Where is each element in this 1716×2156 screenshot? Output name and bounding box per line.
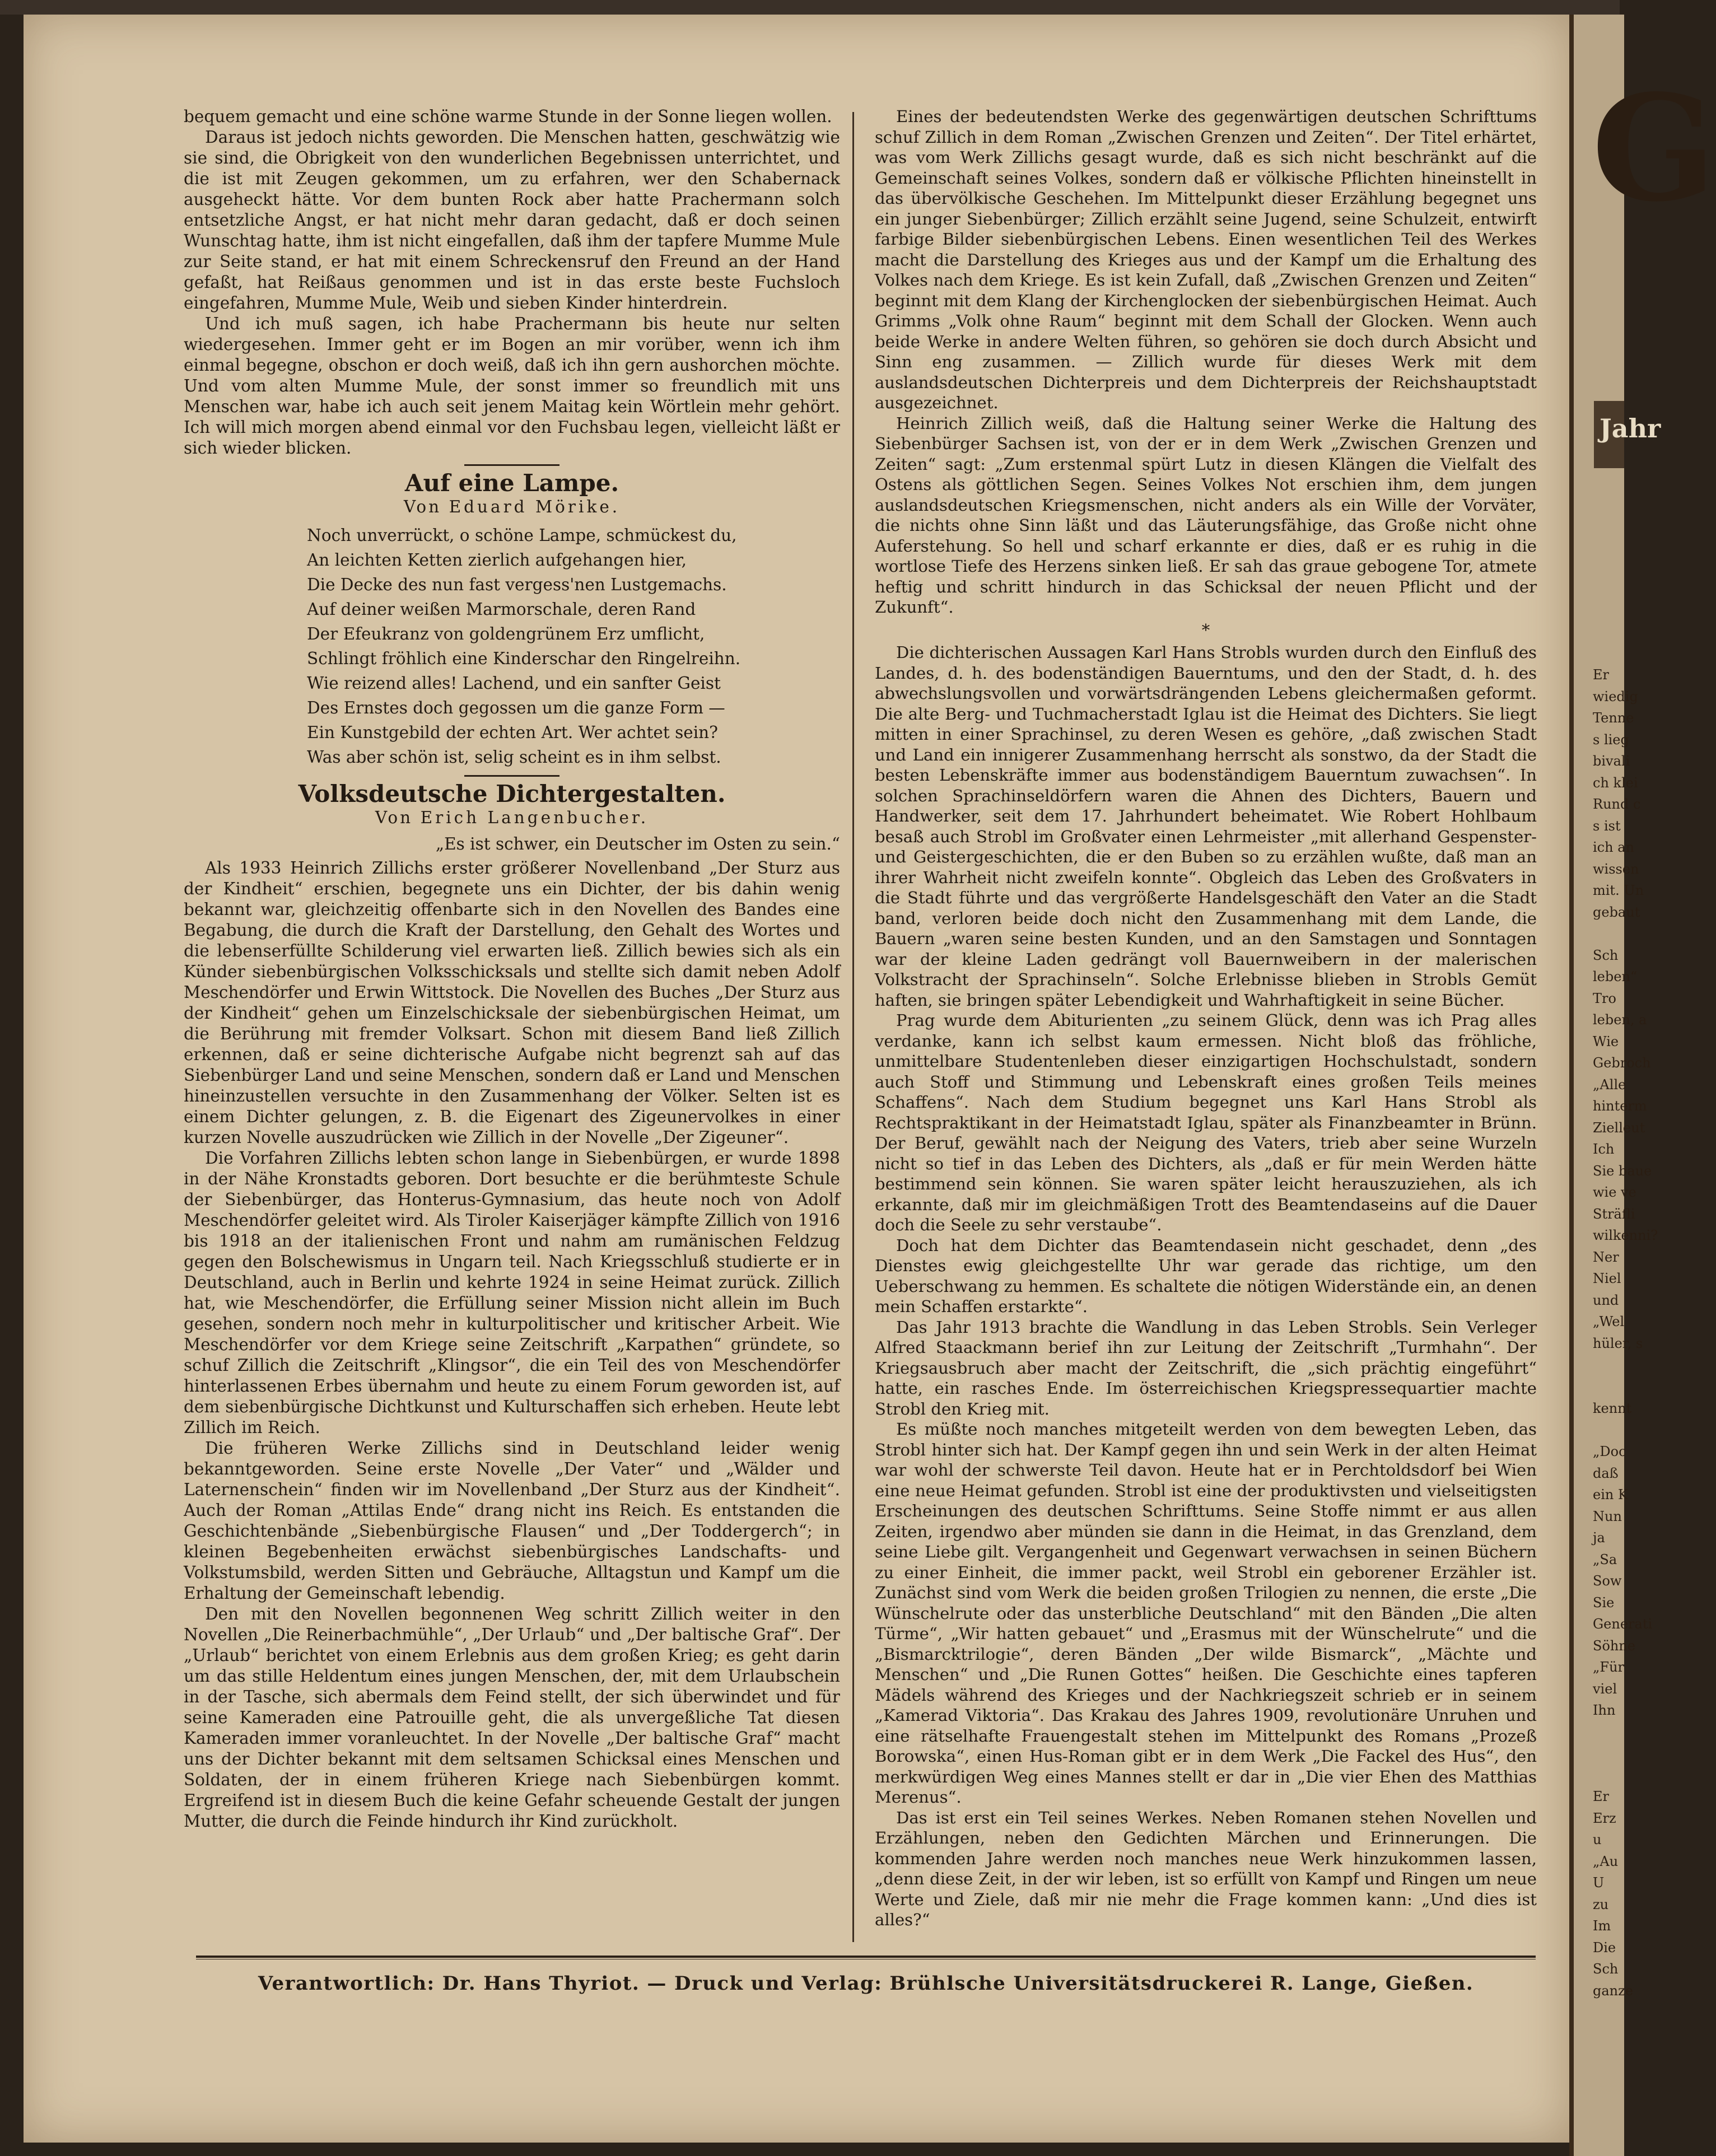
adjacent-page-fragment: Nun	[1593, 1508, 1622, 1524]
adjacent-page-fragment: Ich	[1593, 1141, 1615, 1157]
adjacent-page-fragment: s ist	[1593, 818, 1621, 834]
adjacent-page-fragment	[1593, 1743, 1626, 1765]
adjacent-page-fragments-top	[1593, 664, 1658, 1354]
story-paragraph: Daraus ist jedoch nichts geworden. Die Menschen hatten, geschwätzig wie sie sind, die Obrigkeit von den wunderlichen Begebnissen unterrichtet, und die ist mit Zeugen gekommen, um zu erfahren, wer den Schabernack ausgeheckt hätte. Vor dem bunten Rock aber hatte Prachermann solch entsetzliche Angst, er hat nicht mehr daran gedacht, daß er doch seinen Wunschtag hatte, ihm ist nicht eingefallen, daß ihm der tapfere Mumme Mule zur Seite stand, er hat mit einem Schreckensruf den Freund an der Hand gefaßt, hat Reißaus genommen und ist in das erste beste Fuchsloch eingefahren, Mumme Mule, Weib und sieben Kinder hinterdrein.	[184, 128, 840, 312]
article-byline	[184, 808, 840, 828]
adjacent-page-fragment: kennt	[1593, 1401, 1632, 1416]
adjacent-page-fragment: ganze	[1593, 1982, 1633, 1999]
adjacent-page-fragment: Sow	[1593, 1573, 1622, 1589]
column-rule	[852, 112, 854, 1942]
article-paragraph: Das ist erst ein Teil seines Werkes. Neben Romanen stehen Novellen und Erzählungen, neben den Gedichten Märchen und Erinnerungen. Die kommenden Jahre werden noch manches neue Werk hinzukommen lassen, „denn diese Zeit, in der wir leben, ist so erfüllt von Kampf und Ringen um neue Werte und Ziele, daß mir nie mehr die Frage kommen kann: „Und dies ist alles?“	[875, 1808, 1537, 1929]
adjacent-page-fragment: hüler, s	[1593, 1335, 1643, 1351]
adjacent-page-fragment: mit. Un	[1593, 883, 1644, 898]
scan-top-edge	[0, 0, 1620, 15]
adjacent-page-fragment: Sie	[1593, 1594, 1615, 1611]
adjacent-page-fragment: daß	[1593, 1465, 1619, 1481]
article-paragraph: Es müßte noch manches mitgeteilt werden von dem bewegten Leben, das Strobl hinter sich hat. Der Kampf gegen ihn und sein Werk in der alten Heimat war wohl der schwerste Teil davon. Heute hat er in Perchtoldsdorf bei Wien eine neue Heimat gefunden. Strobl ist eine der produktivsten und vielseitigsten Erscheinungen des deutschen Schrifttums. Seine Stoffe nimmt er aus allen Zeiten, irgendwo aber münden sie dann in die Heimat, in das Grenzland, dem seine Liebe gilt. Vergangenheit und Gegenwart verwachsen in seinen Büchern zu einer Einheit, die immer packt, weil Strobl ein geborener Erzähler ist. Zunächst sind vom Werk die beiden großen Trilogien zu nennen, die erste „Die Wünschelrute oder das unsterbliche Deutschland“ mit den Bänden „Die alten Türme“, „Wir hatten gebauet“ und „Erasmus mit der Wünschelrute“ und die „Bismarcktrilogie“, deren Bänden „Der wilde Bismarck“, „Mächte und Menschen“ und „Die Runen Gottes“ heißen. Die Geschichte eines tapferen Mädels während des Krieges und der Nachkriegszeit schrieb er in seinem „Kamerad Viktoria“. Das Krakau des Jahres 1909, revolutionäre Unruhen und eine rätselhafte Frauengestalt stehen im Mittelpunkt des Romans „Prozeß Borowska“, einen Hus-Roman gibt er in dem Werk „Die Fackel des Hus“, den merkwürdigen Weg eines Mannes stellt er dar in „Die vier Ehen des Matthias Merenus“.	[875, 1420, 1537, 1807]
story-paragraph: bequem gemacht und eine schöne warme Stunde in der Sonne liegen wollen.	[184, 107, 832, 126]
poem-line: Des Ernstes doch gegossen um die ganze Form —	[307, 698, 725, 717]
adjacent-page-fragment: zu	[1593, 1896, 1609, 1912]
adjacent-page-fragment: ch klei	[1593, 774, 1638, 791]
poem-body	[307, 523, 840, 769]
adjacent-page-fragment: Sträfli	[1593, 1206, 1635, 1222]
adjacent-page-fragment: Ner	[1593, 1249, 1619, 1265]
poem-line: Schlingt fröhlich eine Kinderschar den Ringelreihn.	[307, 649, 741, 668]
adjacent-page-edge	[1569, 15, 1716, 2156]
adjacent-page-tab-label: Jahr	[1600, 413, 1661, 444]
article-paragraph: Den mit den Novellen begonnenen Weg schritt Zillich weiter in den Novellen „Die Reinerbachmühle“, „Der Urlaub“ und „Der baltische Graf“. Der „Urlaub“ berichtet von einem Erlebnis aus dem großen Krieg; es geht darin um das stille Heldentum eines jungen Menschen, der, mit dem Urlaubschein in der Tasche, sich abermals dem Feind stellt, der sich überwindet und für seine Kameraden eine Patrouille geht, die als unvergeßliche Tat diesen Kameraden immer voranleuchtet. In der Novelle „Der baltische Graf“ macht uns der Dichter bekannt mit dem seltsamen Schicksal eines Menschen und Soldaten, der in einem früheren Kriege nach Siebenbürgen kommt. Ergreifend ist in diesem Buch die keine Gefahr scheuende Gestalt der jungen Mutter, die durch die Feinde hindurch ihr Kind zurückholt.	[184, 1604, 840, 1831]
adjacent-page-fragment: „Alle	[1593, 1076, 1626, 1093]
adjacent-page-fragment: wie ve	[1593, 1184, 1636, 1200]
adjacent-page-fragment: u	[1593, 1832, 1602, 1847]
article-paragraph: Eines der bedeutendsten Werke des gegenwärtigen deutschen Schrifttums schuf Zillich in dem Roman „Zwischen Grenzen und Zeiten“. Der Titel erhärtet, was vom Werk Zillichs gesagt wurde, daß es sich nicht beschränkt auf die Gemeinschaft seines Volkes, sondern daß er völkische Pflichten hineinstellt in das übervölkische Geschehen. Im Mittelpunkt dieser Erzählung begegnet uns ein junger Siebenbürger; Zillich erzählt seine Jugend, seine Schulzeit, entwirft farbige Bilder siebenbürgischen Lebens. Einen wesentlichen Teil des Werkes macht die Darstellung des Krieges aus und der Kampf um die Erhaltung des Volkes nach dem Kriege. Es ist kein Zufall, daß „Zwischen Grenzen und Zeiten“ beginnt mit dem Klang der Kirchenglocken der siebenbürgischen Heimat. Auch Grimms „Volk ohne Raum“ beginnt mit dem Schall der Glocken. Wenn auch beide Werke in andere Welten führen, so gehören sie doch durch Absicht und Sinn eng zusammen. — Zillich wurde für dieses Werk mit dem auslandsdeutschen Dichterpreis und dem Dichterpreis der Reichshauptstadt ausgezeichnet.	[875, 107, 1537, 412]
adjacent-page-fragment: Er	[1593, 1789, 1609, 1804]
poem-author: Eduard Mörike.	[449, 497, 621, 516]
adjacent-page-fragment: Gebroch	[1593, 1055, 1651, 1071]
article-paragraph: Heinrich Zillich weiß, daß die Haltung seiner Werke die Haltung des Siebenbürger Sachsen ist, von der er in dem Werk „Zwischen Grenzen und Zeiten“ sagt: „Zum erstenmal spürt Lutz in diesen Klängen die Vielfalt des Ostens als göttlichen Segen. Seines Volkes Not erschien ihm, dem jungen auslandsdeutschen Kriegsmenschen, nicht anders als ein Wille der Vorväter, die nichts ohne Sinn läßt und das Läuterungsfähige, das Große nicht ohne Auferstehung. So hell und scharf erkannte er dies, daß er es ruhig in die wortlose Tiefe des Herzens sinken ließ. Er sah das graue gebogene Tor, atmete heftig und schritt hindurch in das Schicksal der neuen Pflicht und der Zukunft“.	[875, 413, 1537, 617]
article-paragraph: Die früheren Werke Zillichs sind in Deutschland leider wenig bekanntgeworden. Seine erste Novelle „Der Vater“ und „Wälder und Laternenschein“ finden wir im Novellenband „Der Sturz aus der Kindheit“. Auch der Roman „Attilas Ende“ drang nicht ins Reich. Es entstanden die Geschichtenbände „Siebenbürgische Flausen“ und „Der Toddergerch“; in kleinen Begebenheiten erwächst siebenbürgisches Landschafts- und Volkstumsbild, werden Sitten und Gebräuche, Alltagstun und Kampf um die Erhaltung der Gemeinschaft lebendig.	[184, 1439, 840, 1603]
adjacent-page-fragment: Sie baue	[1593, 1163, 1652, 1179]
article-author: Erich Langenbucher.	[420, 808, 649, 827]
adjacent-page-fragment: Ihn	[1593, 1702, 1616, 1718]
article-paragraph: Als 1933 Heinrich Zillichs erster größerer Novellenband „Der Sturz aus der Kindheit“ erschien, begegnete uns ein Dichter, der bis dahin wenig bekannt war, gleichzeitig offenbarte sich in den Novellen des Bandes eine Begabung, die durch die Kraft der Darstellung, den Gehalt des Wortes und die lebenserfüllte Schilderung viel erwarten ließ. Zillich bewies sich als ein Künder siebenbürgischen Volksschicksals und stellte sich damit neben Adolf Meschendörfer und Erwin Wittstock. Die Novellen des Buches „Der Sturz aus der Kindheit“ gehen um Einzelschicksale der siebenbürgischen Heimat, um die Berührung mit fremder Volksart. Schon mit diesem Band ließ Zillich erkennen, daß er seine dichterische Aufgabe nicht begrenzt sah auf das Siebenbürger Land und seine Menschen, sondern daß er Land und Menschen hineinzustellen versuchte in den Zusammenhang der Völker. Selten ist es einem Dichter gelungen, z. B. die Eigenart des Zigeunervolkes in einer kurzen Novelle auszudrücken wie Zillich in der Novelle „Der Zigeuner“.	[184, 858, 840, 1147]
poem-line: Auf deiner weißen Marmorschale, deren Rand	[307, 600, 696, 619]
poem-line: Noch unverrückt, o schöne Lampe, schmückest du,	[307, 526, 737, 545]
adjacent-page-fragment: ich an	[1593, 839, 1634, 855]
article-paragraph: Das Jahr 1913 brachte die Wandlung in das Leben Strobls. Sein Verleger Alfred Staackmann berief ihn zur Leitung der Zeitschrift „Turmhahn“. Der Kriegsausbruch aber macht der Zeitschrift, die „sich prächtig eingeführt“ hatte, ein rasches Ende. Im österreichischen Kriegspressequartier machte Strobl den Krieg mit.	[875, 1317, 1537, 1418]
adjacent-page-fragment: Tenne	[1593, 710, 1634, 726]
footer-rule	[196, 1956, 1536, 1958]
adjacent-page-fragment: Rund c	[1593, 796, 1641, 812]
poem-title: Auf eine Lampe.	[404, 469, 619, 497]
adjacent-page-fragment: Tro	[1593, 990, 1616, 1006]
story-paragraph: Und ich muß sagen, ich habe Prachermann bis heute nur selten wiedergesehen. Immer geht er im Bogen an mir vorüber, wenn ich ihm einmal begegne, obschon er doch weiß, daß ich ihn gern aushorchen möchte. Und vom alten Mumme Mule, der sonst immer so freundlich mit uns Menschen war, habe ich auch seit jenem Maitag kein Wörtlein mehr gehört. Ich will mich morgen abend einmal vor den Fuchsbau legen, vielleicht läßt er sich wieder blicken.	[184, 314, 840, 458]
left-column	[184, 106, 840, 1832]
adjacent-page-fragment: viel	[1593, 1681, 1617, 1697]
article-motto: „Es ist schwer, ein Deutscher im Osten zu sein.“	[435, 834, 840, 853]
adjacent-page-fragment: ein K	[1593, 1487, 1628, 1502]
byline-prefix: Von	[375, 808, 413, 827]
article-paragraph: Die dichterischen Aussagen Karl Hans Strobls wurden durch den Einfluß des Landes, d. h. des bodenständigen Bauerntums, und den der Stadt, d. h. des abwechslungsvollen und vorwärtsdrängenden Lebens gleichermaßen geformt. Die alte Berg- und Tuchmacherstadt Iglau ist die Heimat des Dichters. Sie liegt mitten in einer Sprachinsel, zu deren Wesen es gehöre, „daß zwischen Stadt und Land ein innigerer Zusammenhang herrscht als sonstwo, da der Stadt die besten Lebenskräfte immer aus bodenständigem Bauerntum zuwachsen“. In solchen Sprachinseldörfern waren die Ahnen des Dichters, Bauern und Handwerker, seit dem 17. Jahrhundert beheimatet. Wie Robert Hohlbaum besaß auch Strobl im Großvater einen Lehrmeister „mit allerhand Gespenster- und Geistergeschichten, die er den Buben so zu erzählen wußte, daß man an ihrer Wahrheit nicht zweifeln konnte“. Obgleich das Leben des Großvaters in die Stadt führte und das vergrößerte Handelsgeschäft den Vater an die Stadt band, verloren beide doch nicht den Zusammenhang mit dem Lande, die Bauern „waren seine besten Kunden, und an den Samstagen und Sonntagen war der kleine Laden gedrängt voll Bauernweibern in der malerischen Volkstracht der Sprachinseln“. Solche Erlebnisse blieben in Strobls Gemüt haften, sie bringen später Lebendigkeit und Wahrhaftigkeit in seine Bücher.	[875, 643, 1537, 1010]
adjacent-page-fragment: und	[1593, 1292, 1619, 1308]
article-paragraph: Prag wurde dem Abiturienten „zu seinem Glück, denn was ich Prag alles verdanke, kann ich selbst kaum ermessen. Nicht bloß das fröhliche, unmittelbare Studentenleben dieser einzigartigen Hochschulstadt, sondern auch Stoff und Stimmung und Lebenskraft eines großen Teils meines Schaffens“. Nach dem Studium begegnet uns Karl Hans Strobl als Rechtspraktikant in der Heimatstadt Iglau, später als Finanzbeamter in Brünn. Der Beruf, gewählt nach der Neigung des Vaters, trieb aber seine Wurzeln nicht so tief in das Leben des Dichters, als „daß er für mein Werden hätte bestimmend sein können. Sie waren später leicht herauszuziehen, als ich erkannte, daß mir im gleichmäßigen Trott des Beamtendaseins auf die Dauer doch die Seele zu sehr verstaube“.	[875, 1011, 1537, 1234]
adjacent-page-fragment: wiedig	[1593, 688, 1638, 704]
adjacent-page-fragment: Generati	[1593, 1616, 1653, 1632]
adjacent-page-fragment: „Wel	[1593, 1314, 1625, 1329]
adjacent-page-fragment: Im	[1593, 1918, 1611, 1934]
article-paragraph: Die Vorfahren Zillichs lebten schon lange in Siebenbürgen, er wurde 1898 in der Nähe Kronstadts geboren. Dort besuchte er die berühmteste Schule der Siebenbürger, das Honterus-Gymnasium, das heute noch von Adolf Meschendörfer geleitet wird. Als Tiroler Kaiserjäger kämpfte Zillich von 1916 bis 1918 an der italienischen Front und nahm am rumänischen Feldzug gegen den Bolschewismus in Ungarn teil. Nach Kriegsschluß studierte er in Deutschland, auch in Berlin und kehrte 1924 in seine Heimat zurück. Zillich hat, wie Meschendörfer, die Erfüllung seiner Mission nicht allein im Buch gesehen, sondern noch mehr in kulturpolitischer und kritischer Arbeit. Wie Meschendörfer vor dem Kriege seine Zeitschrift „Karpathen“ gründete, so schuf Zillich die Zeitschrift „Klingsor“, die ein Teil des von Meschendörfer hinterlassenen Erbes übernahm und heute zu einem Forum geworden ist, auf dem siebenbürgische Dichtkunst und Kulturschaffen sich erheben. Heute lebt Zillich im Reich.	[184, 1149, 840, 1437]
section-separator	[464, 775, 559, 777]
adjacent-page-fragment: Sch	[1593, 1961, 1619, 1977]
adjacent-page-fragment: hinterm	[1593, 1098, 1647, 1114]
poem-line: Der Efeukranz von goldengrünem Erz umflicht,	[307, 624, 705, 643]
adjacent-page-fragment: U	[1593, 1875, 1605, 1891]
right-column	[875, 106, 1537, 1930]
adjacent-page-fragment: Sch	[1593, 947, 1619, 963]
adjacent-page-fragment: „Sa	[1593, 1551, 1617, 1567]
adjacent-page-fragment	[1593, 1420, 1626, 1441]
imprint-footer: Verantwortlich: Dr. Hans Thyriot. — Druck und Verlag: Brühlsche Universitätsdruckerei R. Lange, Gießen.	[258, 1972, 1474, 1995]
adjacent-page-fragment	[1593, 1721, 1626, 1743]
adjacent-page-fragment: leben, a	[1593, 1012, 1647, 1028]
adjacent-page-fragment	[1593, 1765, 1626, 1786]
poem-byline	[184, 497, 840, 517]
byline-prefix: Von	[403, 497, 442, 516]
adjacent-page-fragments-bottom	[1593, 1398, 1653, 2001]
poem-line: Was aber schön ist, selig scheint es in ihm selbst.	[307, 748, 721, 767]
adjacent-page-fragment: ja	[1593, 1530, 1605, 1546]
adjacent-page-fragment: Söhne	[1593, 1637, 1636, 1654]
adjacent-page-fragment: „Au	[1593, 1853, 1619, 1869]
poem-line: Wie reizend alles! Lachend, und ein sanfter Geist	[307, 674, 721, 693]
adjacent-page-fragment: bivali	[1593, 753, 1630, 769]
article-title: Volksdeutsche Dichtergestalten.	[298, 780, 726, 808]
poem-line: An leichten Ketten zierlich aufgehangen hier,	[307, 550, 687, 570]
poem-line: Die Decke des nun fast vergess'nen Lustgemachs.	[307, 575, 727, 594]
adjacent-page-fragment: wissen	[1593, 861, 1639, 877]
adjacent-page-fragment: Wie	[1593, 1033, 1619, 1049]
adjacent-page-fragment: gebaut	[1593, 904, 1640, 920]
adjacent-page-fragment: wilkenni?	[1593, 1228, 1658, 1243]
adjacent-page-fragment: Die	[1593, 1939, 1616, 1956]
section-separator	[464, 464, 559, 466]
adjacent-page-fragment: leben“	[1593, 969, 1638, 984]
adjacent-page-fragment: „Doc	[1593, 1444, 1626, 1459]
adjacent-page-fragment: Erz	[1593, 1810, 1616, 1826]
poem-line: Ein Kunstgebild der echten Art. Wer achtet sein?	[307, 723, 718, 742]
adjacent-page-fragment: s lieg	[1593, 731, 1629, 748]
article-paragraph: Doch hat dem Dichter das Beamtendasein nicht geschadet, denn „des Dienstes ewig gleichgestellte Uhr war gerade das richtige, um den Ueberschwang zu hemmen. Es schaltete die nötigen Widerstände ein, an denen mein Schaffen erstarkte“.	[875, 1235, 1537, 1316]
adjacent-page-fragment: Zielleut	[1593, 1119, 1645, 1136]
adjacent-page-fragment: Er	[1593, 667, 1609, 683]
adjacent-page-fragment: „Für	[1593, 1659, 1625, 1675]
adjacent-page-fragment: Niel	[1593, 1271, 1621, 1286]
adjacent-page-initial: G	[1592, 63, 1716, 234]
adjacent-page-fragment	[1593, 923, 1626, 945]
section-asterisk: *	[1201, 620, 1210, 640]
